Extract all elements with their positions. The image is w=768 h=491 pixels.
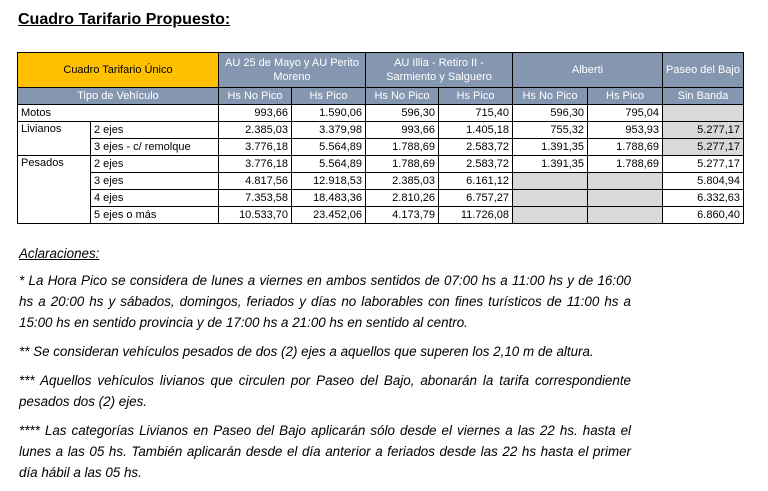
- page-title: Cuadro Tarifario Propuesto:: [18, 11, 231, 28]
- value-cell: 5.804,94: [663, 173, 744, 190]
- value-cell: 795,04: [588, 105, 663, 122]
- value-cell: 2.810,26: [366, 190, 439, 207]
- value-cell: 5.277,17: [663, 156, 744, 173]
- value-cell: 5.277,17: [663, 139, 744, 156]
- empty-cell: [513, 207, 588, 224]
- category-cell: Motos: [18, 105, 219, 122]
- group-header-row: [18, 53, 744, 88]
- value-cell: 953,93: [588, 122, 663, 139]
- sub-header: Hs Pico: [439, 88, 513, 105]
- group-header-au25: AU 25 de Mayo y AU Perito Moreno: [219, 53, 366, 88]
- value-cell: 7.353,58: [219, 190, 292, 207]
- sub-header: Hs Pico: [292, 88, 366, 105]
- value-cell: 3.379,98: [292, 122, 366, 139]
- note-item: **** Las categorías Livianos en Paseo del Bajo aplicarán sólo desde el viernes a las 22 hs. hasta el lunes a las 05 hs. También aplicarán desde el día anterior a feriados desde las 22 hs hasta el primer día hábil a las 05 hs.: [19, 423, 631, 480]
- value-cell: 4.173,79: [366, 207, 439, 224]
- empty-cell: [513, 190, 588, 207]
- empty-cell: [513, 173, 588, 190]
- value-cell: 11.726,08: [439, 207, 513, 224]
- value-cell: 5.564,89: [292, 156, 366, 173]
- value-cell: 5.277,17: [663, 122, 744, 139]
- axles-cell: 4 ejes: [91, 190, 219, 207]
- value-cell: 596,30: [366, 105, 439, 122]
- sub-header-row: [18, 88, 744, 105]
- value-cell: 6.161,12: [439, 173, 513, 190]
- sub-header: Hs Pico: [588, 88, 663, 105]
- axles-cell: 3 ejes - c/ remolque: [91, 139, 219, 156]
- category-cell: Livianos: [18, 122, 91, 156]
- table-row: [18, 190, 744, 207]
- axles-cell: 2 ejes: [91, 122, 219, 139]
- empty-cell: [588, 173, 663, 190]
- sub-header: Hs No Pico: [219, 88, 292, 105]
- corner-label: Cuadro Tarifario Único: [18, 53, 219, 88]
- value-cell: 23.452,06: [292, 207, 366, 224]
- axles-cell: 5 ejes o más: [91, 207, 219, 224]
- table-row: [18, 122, 744, 139]
- sub-header: Hs No Pico: [366, 88, 439, 105]
- tariff-table: [17, 52, 744, 224]
- empty-cell: [663, 105, 744, 122]
- value-cell: 2.583,72: [439, 139, 513, 156]
- table-row: [18, 173, 744, 190]
- value-cell: 993,66: [219, 105, 292, 122]
- value-cell: 1.788,69: [588, 156, 663, 173]
- value-cell: 3.776,18: [219, 139, 292, 156]
- value-cell: 1.788,69: [588, 139, 663, 156]
- axles-cell: 2 ejes: [91, 156, 219, 173]
- empty-cell: [588, 207, 663, 224]
- category-cell: Pesados: [18, 156, 91, 224]
- value-cell: 4.817,56: [219, 173, 292, 190]
- table-row: [18, 156, 744, 173]
- value-cell: 12.918,53: [292, 173, 366, 190]
- axles-cell: 3 ejes: [91, 173, 219, 190]
- sub-header: Sin Banda: [663, 88, 744, 105]
- value-cell: 1.590,06: [292, 105, 366, 122]
- value-cell: 10.533,70: [219, 207, 292, 224]
- note-item: * La Hora Pico se considera de lunes a viernes en ambos sentidos de 07:00 hs a 11:00 hs y de 16:00 hs a 20:00 hs y sábados, domingos, feriados y días no laborables con fines turísticos de 11:00 hs a 15:00 hs en sentido provincia y de 17:00 hs a 21:00 hs en sentido al centro.: [19, 273, 631, 330]
- notes-heading: Aclaraciones:: [19, 246, 100, 261]
- notes-section: [19, 243, 631, 491]
- value-cell: 715,40: [439, 105, 513, 122]
- value-cell: 596,30: [513, 105, 588, 122]
- value-cell: 6.757,27: [439, 190, 513, 207]
- table-row: [18, 207, 744, 224]
- empty-cell: [588, 190, 663, 207]
- note-item: *** Aquellos vehículos livianos que circulen por Paseo del Bajo, abonarán la tarifa correspondiente pesados dos (2) ejes.: [19, 373, 631, 409]
- sub-header: Hs No Pico: [513, 88, 588, 105]
- value-cell: 1.788,69: [366, 139, 439, 156]
- group-header-paseo-bajo: Paseo del Bajo: [663, 53, 744, 88]
- value-cell: 5.564,89: [292, 139, 366, 156]
- value-cell: 1.788,69: [366, 156, 439, 173]
- value-cell: 2.385,03: [366, 173, 439, 190]
- value-cell: 2.385,03: [219, 122, 292, 139]
- value-cell: 1.391,35: [513, 156, 588, 173]
- group-header-illia: AU Illia - Retiro II - Sarmiento y Salguero: [366, 53, 513, 88]
- value-cell: 3.776,18: [219, 156, 292, 173]
- value-cell: 6.860,40: [663, 207, 744, 224]
- group-header-alberti: Alberti: [513, 53, 663, 88]
- value-cell: 1.405,18: [439, 122, 513, 139]
- value-cell: 6.332,63: [663, 190, 744, 207]
- table-row: [18, 105, 744, 122]
- vehicle-type-header: Tipo de Vehículo: [18, 88, 219, 105]
- value-cell: 2.583,72: [439, 156, 513, 173]
- value-cell: 755,32: [513, 122, 588, 139]
- value-cell: 1.391,35: [513, 139, 588, 156]
- value-cell: 993,66: [366, 122, 439, 139]
- table-row: [18, 139, 744, 156]
- value-cell: 18.483,36: [292, 190, 366, 207]
- note-item: ** Se consideran vehículos pesados de dos (2) ejes a aquellos que superen los 2,10 m de altura.: [19, 344, 594, 359]
